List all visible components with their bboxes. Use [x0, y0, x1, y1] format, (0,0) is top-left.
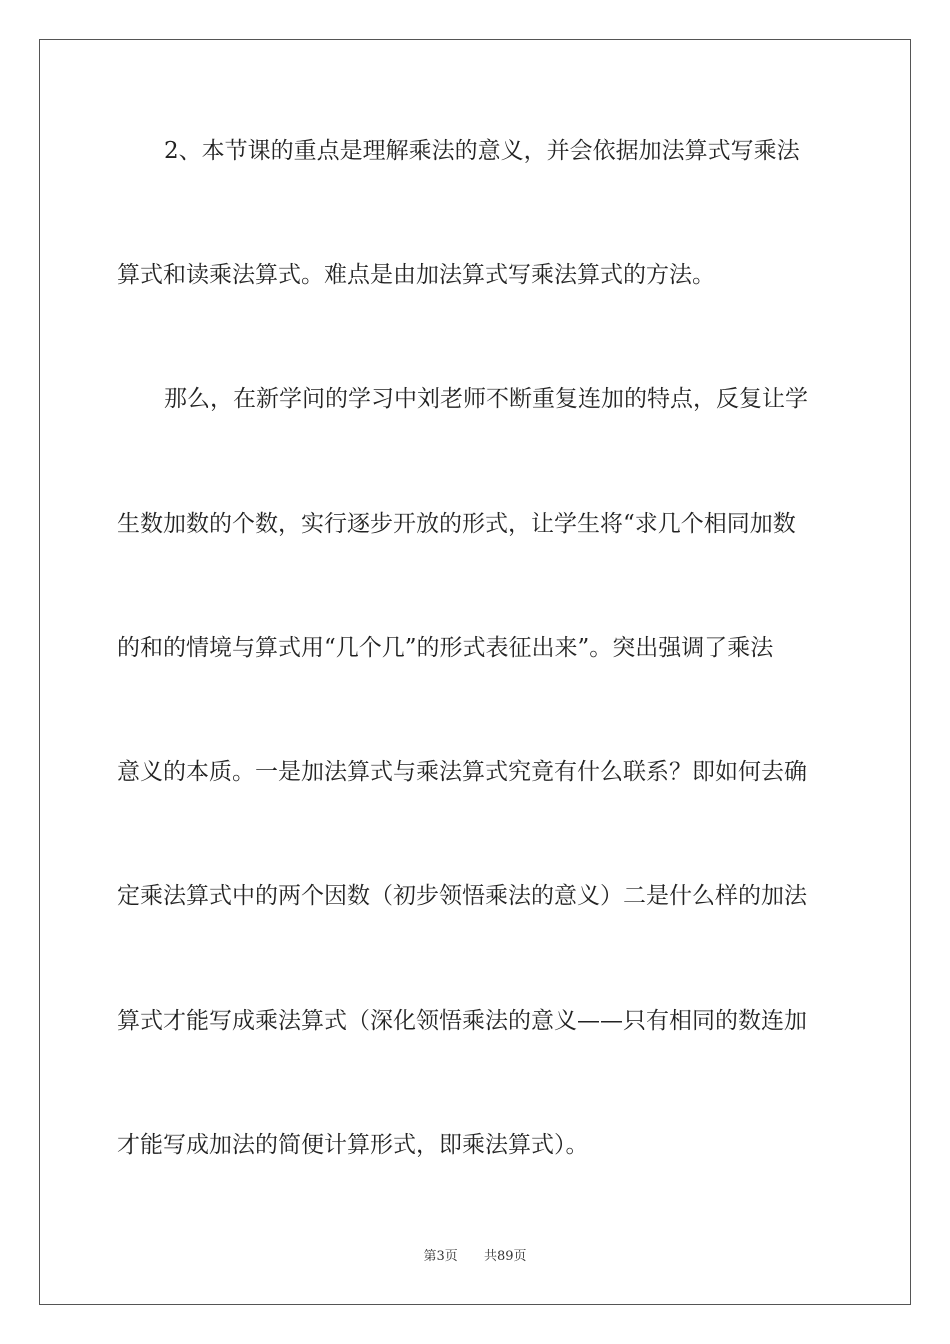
paragraph-line: 定乘法算式中的两个因数（初步领悟乘法的意义）二是什么样的加法: [117, 883, 807, 909]
paragraph-line: 算式和读乘法算式。难点是由加法算式写乘法算式的方法。: [117, 262, 715, 288]
current-page-label: 第3页: [423, 1249, 458, 1264]
paragraph-line: 才能写成加法的简便计算形式，即乘法算式）。: [117, 1132, 589, 1158]
page-border: [39, 39, 911, 1305]
page-footer: [0, 1248, 950, 1266]
paragraph-line: 那么，在新学问的学习中刘老师不断重复连加的特点，反复让学: [164, 386, 808, 412]
paragraph-line: 意义的本质。一是加法算式与乘法算式究竟有什么联系？即如何去确: [117, 759, 807, 785]
paragraph-line: 2、本节课的重点是理解乘法的意义，并会依据加法算式写乘法: [164, 138, 800, 164]
paragraph-line: 的和的情境与算式用“几个几”的形式表征出来”。突出强调了乘法: [117, 635, 774, 661]
paragraph-line: 生数加数的个数，实行逐步开放的形式，让学生将“求几个相同加数: [117, 511, 796, 537]
paragraph-line: 算式才能写成乘法算式（深化领悟乘法的意义——只有相同的数连加: [117, 1008, 807, 1034]
total-pages-label: 共89页: [484, 1249, 527, 1264]
